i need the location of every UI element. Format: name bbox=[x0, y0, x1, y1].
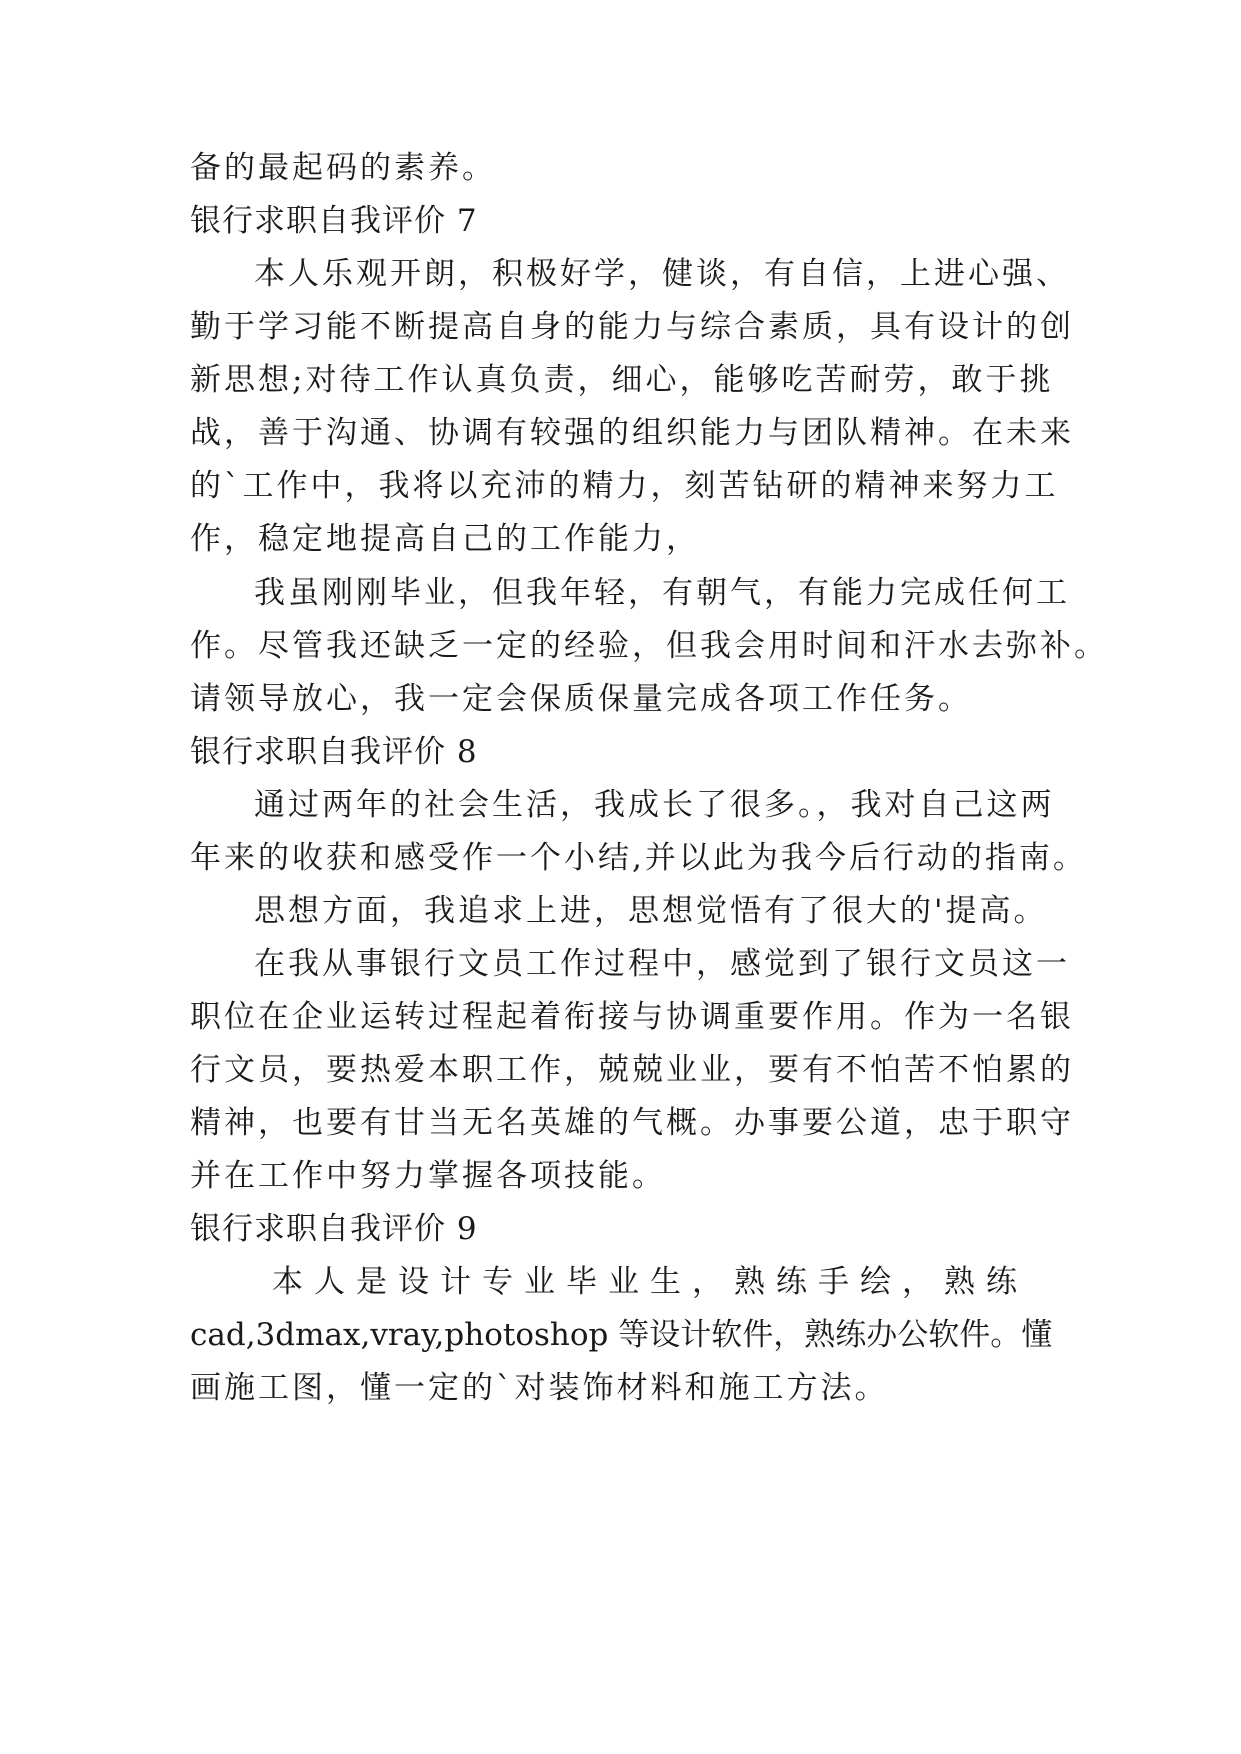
section-heading-9: 银行求职自我评价 9 bbox=[190, 1211, 478, 1247]
paragraph-line: 职位在企业运转过程起着衔接与协调重要作用。作为一名银 bbox=[190, 999, 1074, 1035]
paragraph-line: 并在工作中努力掌握各项技能。 bbox=[190, 1158, 666, 1194]
paragraph-line: 请领导放心，我一定会保质保量完成各项工作任务。 bbox=[190, 681, 972, 717]
paragraph-line: 作。尽管我还缺乏一定的经验，但我会用时间和汗水去弥补。 bbox=[190, 628, 1108, 664]
paragraph-line: 的`工作中，我将以充沛的精力，刻苦钻研的精神来努力工 bbox=[190, 468, 1059, 504]
paragraph-line: 画施工图，懂一定的`对装饰材料和施工方法。 bbox=[190, 1370, 889, 1406]
paragraph-line: 本人乐观开朗，积极好学，健谈，有自信，上进心强、 bbox=[254, 256, 1070, 292]
paragraph-line: 在我从事银行文员工作过程中，感觉到了银行文员这一 bbox=[254, 946, 1070, 982]
paragraph-line: 备的最起码的素养。 bbox=[190, 150, 496, 186]
paragraph-line: 新思想;对待工作认真负责，细心，能够吃苦耐劳，敢于挑 bbox=[190, 362, 1054, 398]
paragraph-line: 精神，也要有甘当无名英雄的气概。办事要公道，忠于职守 bbox=[190, 1105, 1074, 1141]
paragraph-line: 战，善于沟通、协调有较强的组织能力与团队精神。在未来 bbox=[190, 415, 1074, 451]
paragraph-line: 本人是设计专业毕业生，熟练手绘，熟练 bbox=[272, 1264, 1028, 1300]
paragraph-line: 我虽刚刚毕业，但我年轻，有朝气，有能力完成任何工 bbox=[254, 575, 1070, 611]
paragraph-line: 行文员，要热爱本职工作，兢兢业业，要有不怕苦不怕累的 bbox=[190, 1052, 1074, 1088]
paragraph-line: 通过两年的社会生活，我成长了很多。，我对自己这两 bbox=[254, 787, 1055, 823]
section-heading-8: 银行求职自我评价 8 bbox=[190, 734, 478, 770]
paragraph-line: 勤于学习能不断提高自身的能力与综合素质，具有设计的创 bbox=[190, 309, 1074, 345]
paragraph-line: 年来的收获和感受作一个小结,并以此为我今后行动的指南。 bbox=[190, 840, 1087, 876]
paragraph-line: 作，稳定地提高自己的工作能力， bbox=[190, 521, 700, 557]
paragraph-line: cad,3dmax,vray,photoshop 等设计软件，熟练办公软件。懂 bbox=[190, 1317, 1053, 1353]
paragraph-line: 思想方面，我追求上进，思想觉悟有了很大的'提高。 bbox=[254, 893, 1048, 929]
section-heading-7: 银行求职自我评价 7 bbox=[190, 203, 478, 239]
